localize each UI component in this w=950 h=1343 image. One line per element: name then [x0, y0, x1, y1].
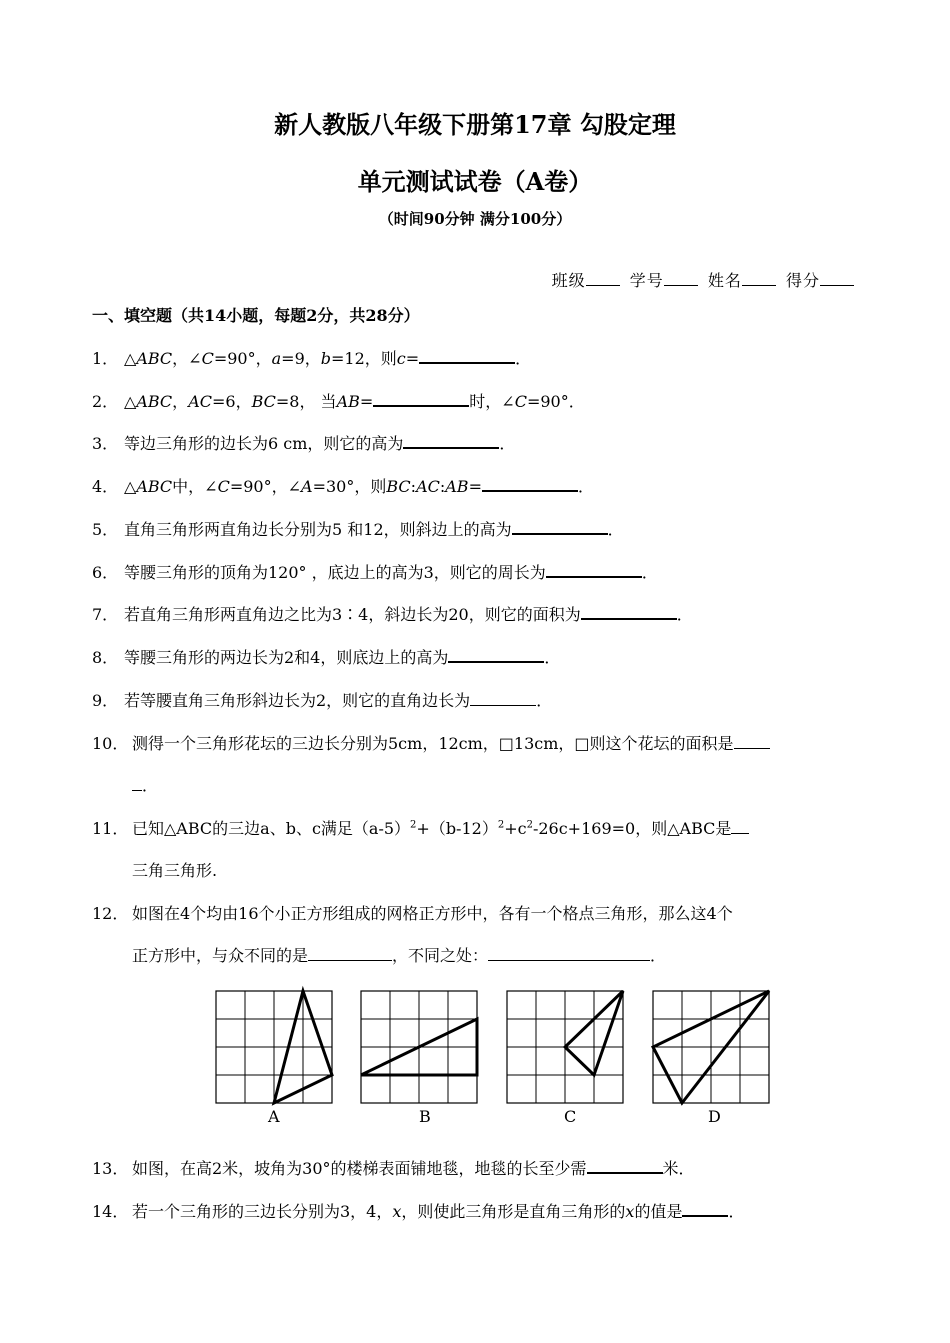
subtitle: （时间90分钟 满分100分）	[378, 210, 572, 228]
grid-d	[653, 991, 769, 1103]
question-2: 2． △ABC，AC=6，BC=8， 当AB= 时，∠C=90°．	[92, 392, 585, 411]
grid-a	[216, 991, 332, 1103]
answer-blank[interactable]	[419, 348, 515, 364]
question-11-cont: 三角三角形.	[132, 861, 218, 880]
title-line1: 新人教版八年级下册第17章 勾股定理	[274, 110, 676, 139]
question-9: 9． 若等腰直角三角形斜边长为2，则它的直角边长为 ．	[92, 691, 553, 710]
question-5: 5． 直角三角形两直角边长分别为5 和12，则斜边上的高为 ．	[92, 520, 624, 539]
question-12: 12． 如图在4个均由16个小正方形组成的网格正方形中，各有一个格点三角形，那么这4个	[92, 904, 733, 923]
answer-blank[interactable]	[587, 1158, 663, 1174]
question-3: 3． 等边三角形的边长为6 cm，则它的高为 ．	[92, 434, 516, 453]
answer-blank[interactable]	[512, 519, 608, 535]
class-label: 班级	[551, 271, 586, 290]
question-7: 7． 若直角三角形两直角边之比为3∶4，斜边长为20，则它的面积为 ．	[92, 605, 693, 624]
question-12-cont: 正方形中，与众不同的是 ，不同之处： ．	[132, 946, 667, 965]
id-field[interactable]	[664, 271, 698, 286]
answer-blank[interactable]	[581, 604, 677, 620]
question-13: 13． 如图，在高2米，坡角为30°的楼梯表面铺地毯，地毯的长至少需 米．	[92, 1159, 695, 1178]
question-1: 1． △ABC，∠C=90°，a=9，b=12，则c= ．	[92, 349, 532, 368]
answer-blank[interactable]	[470, 691, 536, 706]
id-label: 学号	[629, 271, 664, 290]
score-label: 得分	[785, 271, 820, 290]
section-heading: 一、填空题（共14小题，每题2分，共28分）	[92, 306, 420, 325]
figure-label-a: A	[268, 1107, 280, 1126]
answer-blank[interactable]	[546, 562, 642, 578]
figure-label-b: B	[419, 1107, 431, 1126]
answer-blank[interactable]	[308, 946, 392, 961]
answer-blank[interactable]	[482, 476, 578, 492]
question-10: 10． 测得一个三角形花坛的三边长分别为5cm，12cm，□13cm，□则这个花坛的面积是	[92, 731, 770, 754]
answer-blank[interactable]	[734, 734, 770, 749]
student-info	[552, 268, 858, 291]
name-field[interactable]	[742, 271, 776, 286]
figure-label-c: C	[564, 1107, 577, 1126]
question-6: 6． 等腰三角形的顶角为120° ，底边上的高为3，则它的周长为 ．	[92, 563, 658, 582]
grid-b	[361, 991, 477, 1103]
figure-label-d: D	[708, 1107, 721, 1126]
score-field[interactable]	[820, 271, 854, 286]
class-field[interactable]	[586, 271, 620, 286]
question-14: 14． 若一个三角形的三边长分别为3，4，x，则使此三角形是直角三角形的x的值是 ．	[92, 1202, 745, 1221]
question-11: 11． 已知△ABC的三边a、b、c满足$(a-5)^2+(b-12)^2+c^2-26c+169=0$，则△ABC是	[92, 816, 749, 839]
grid-c	[507, 991, 623, 1103]
question-4: 4． △ABC中，∠C=90°，∠A=30°，则BC:AC:AB= ．	[92, 477, 594, 496]
title-line2: 单元测试试卷（A卷）	[357, 167, 593, 196]
answer-blank[interactable]	[682, 1201, 728, 1217]
question-8: 8． 等腰三角形的两边长为2和4，则底边上的高为 ．	[92, 648, 561, 667]
question-10-cont: ．	[132, 773, 158, 796]
answer-blank[interactable]	[448, 647, 544, 663]
answer-blank[interactable]	[403, 433, 499, 449]
name-label: 姓名	[707, 271, 742, 290]
answer-blank-2[interactable]	[488, 946, 650, 961]
grid-figures	[212, 985, 792, 1125]
answer-blank[interactable]	[731, 819, 749, 834]
answer-blank[interactable]	[373, 391, 469, 407]
